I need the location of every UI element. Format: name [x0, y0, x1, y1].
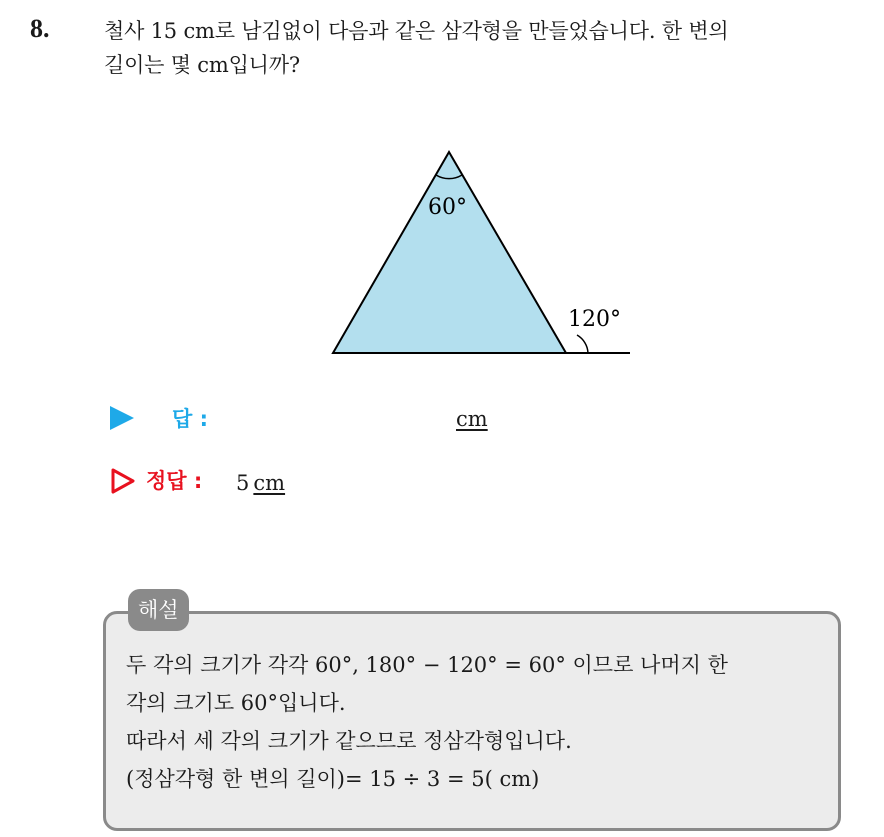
- answer-unit: cm: [456, 407, 488, 431]
- play-outline-icon: [110, 467, 136, 495]
- correct-answer-unit: cm: [253, 471, 286, 495]
- correct-answer-row: [110, 464, 530, 500]
- correct-answer-number: 5: [236, 471, 250, 495]
- explanation-tab: 해설: [128, 589, 189, 631]
- equilateral-triangle: [333, 152, 566, 353]
- explanation-text: [126, 646, 836, 798]
- question-text-line-1: 철사 15 cm로 남김없이 다음과 같은 삼각형을 만들었습니다. 한 변의: [104, 19, 729, 43]
- question-text: [104, 14, 874, 82]
- play-filled-icon: [110, 406, 134, 430]
- explanation-line-2: 각의 크기도 60°입니다.: [126, 691, 346, 715]
- explanation-line-1: 두 각의 크기가 각각 60°, 180° − 120° = 60° 이므로 나머지 한: [126, 653, 728, 677]
- explanation-line-3: 따라서 세 각의 크기가 같으므로 정삼각형입니다.: [126, 729, 572, 753]
- explanation-line-4: (정삼각형 한 변의 길이)= 15 ÷ 3 = 5( cm): [126, 767, 540, 791]
- exterior-angle-arc: [577, 335, 588, 353]
- triangle-figure: [320, 140, 640, 365]
- correct-answer-label: 정답 :: [146, 469, 203, 493]
- question-text-line-2: 길이는 몇 cm입니까?: [104, 53, 300, 77]
- correct-answer-value: [236, 466, 285, 500]
- exterior-angle-label: 120°: [568, 307, 621, 332]
- answer-label: 답 :: [172, 407, 208, 431]
- answer-row: [110, 402, 530, 436]
- question-number: 8.: [30, 14, 50, 43]
- top-angle-label: 60°: [428, 195, 467, 220]
